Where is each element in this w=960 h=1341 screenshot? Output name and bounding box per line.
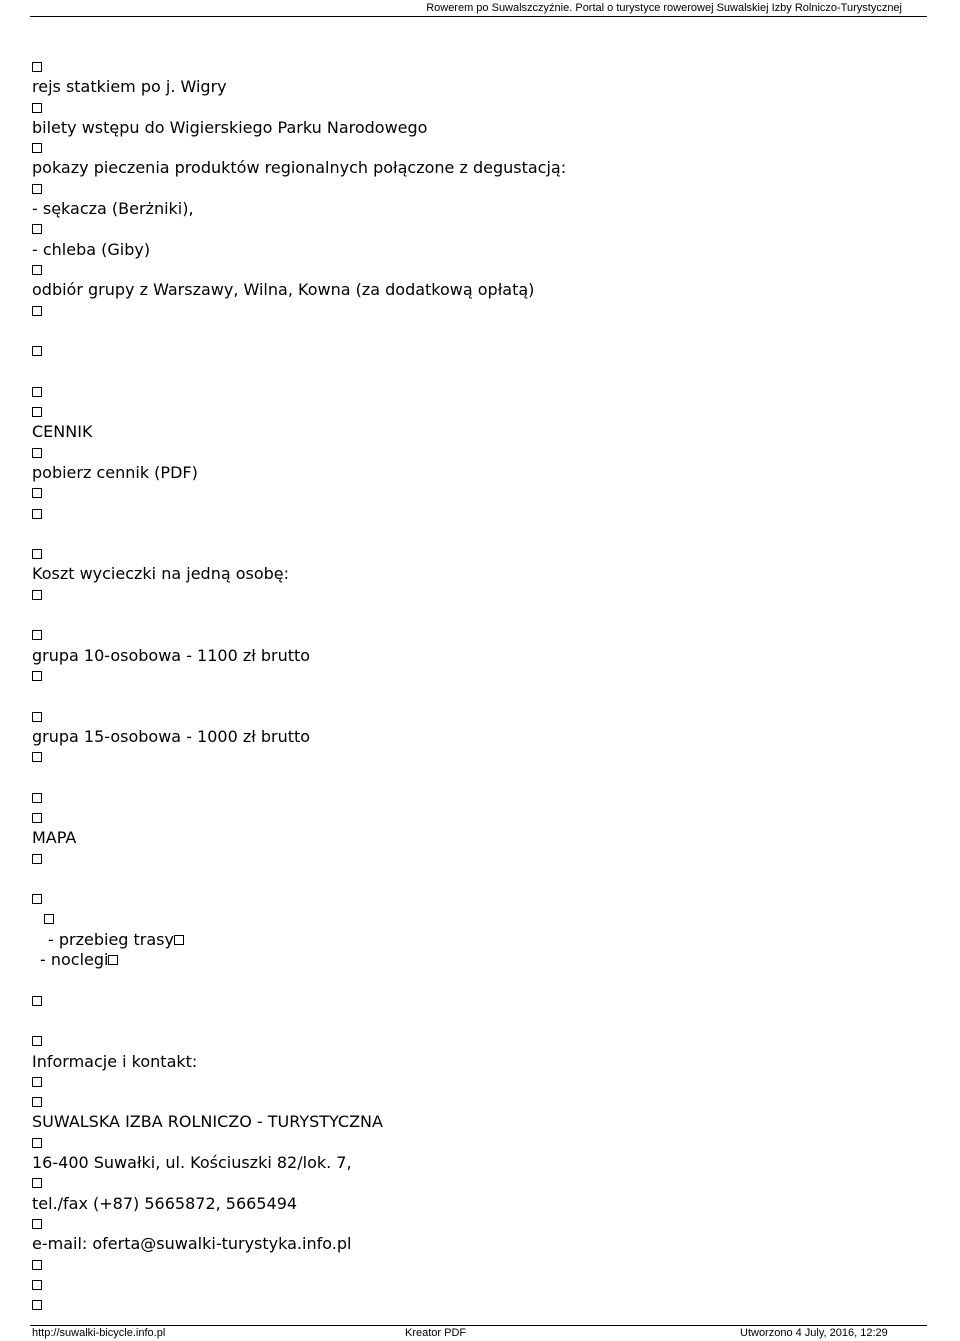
content-line [32, 219, 566, 239]
missing-glyph-box-icon [32, 1300, 42, 1310]
content-text: - przebieg trasy [48, 929, 174, 949]
footer-created-date: Utworzono 4 July, 2016, 12:29 [740, 1327, 888, 1339]
content-line [32, 483, 566, 503]
content-line [32, 504, 566, 524]
content-line [32, 361, 566, 381]
content-text: bilety wstępu do Wigierskiego Parku Narodowego [32, 117, 428, 137]
missing-glyph-box-icon [32, 448, 42, 458]
content-line [32, 869, 566, 889]
missing-glyph-box-icon [108, 955, 118, 965]
missing-glyph-box-icon [32, 549, 42, 559]
content-line [32, 605, 566, 625]
page-header-title: Rowerem po Suwalszczyźnie. Portal o turystyce rowerowej Suwalskiej Izby Rolniczo-Turystycznej [426, 2, 902, 14]
content-line [32, 118, 566, 138]
content-line [32, 443, 566, 463]
content-line [32, 889, 566, 909]
content-line [32, 1031, 566, 1051]
content-line [32, 1194, 566, 1214]
missing-glyph-box-icon [32, 1036, 42, 1046]
content-line [32, 1255, 566, 1275]
content-line [32, 950, 566, 970]
content-line [32, 991, 566, 1011]
content-line [32, 280, 566, 300]
content-line [32, 524, 566, 544]
missing-glyph-box-icon [32, 143, 42, 153]
missing-glyph-box-icon [32, 630, 42, 640]
missing-glyph-box-icon [32, 1097, 42, 1107]
content-text: Koszt wycieczki na jedną osobę: [32, 564, 290, 584]
content-line [32, 1092, 566, 1112]
content-line [32, 1295, 566, 1315]
content-line [32, 828, 566, 848]
content-line [32, 321, 566, 341]
content-line [32, 646, 566, 666]
missing-glyph-box-icon [32, 793, 42, 803]
content-line [32, 422, 566, 442]
content-line [32, 98, 566, 118]
missing-glyph-box-icon [32, 752, 42, 762]
content-line [32, 301, 566, 321]
missing-glyph-box-icon [32, 1280, 42, 1290]
content-line [32, 199, 566, 219]
missing-glyph-box-icon [32, 224, 42, 234]
content-text: grupa 15-osobowa - 1000 zł brutto [32, 726, 311, 746]
content-line [32, 1234, 566, 1254]
header-divider [30, 16, 927, 17]
content-line [32, 341, 566, 361]
content-line [32, 1275, 566, 1295]
content-text: CENNIK [32, 422, 93, 442]
content-text: SUWALSKA IZBA ROLNICZO - TURYSTYCZNA [32, 1112, 383, 1132]
content-line [32, 1173, 566, 1193]
missing-glyph-box-icon [32, 184, 42, 194]
missing-glyph-box-icon [32, 996, 42, 1006]
missing-glyph-box-icon [32, 590, 42, 600]
missing-glyph-box-icon [32, 671, 42, 681]
missing-glyph-box-icon [32, 509, 42, 519]
missing-glyph-box-icon [32, 712, 42, 722]
missing-glyph-box-icon [32, 103, 42, 113]
content-line [32, 767, 566, 787]
content-line [32, 625, 566, 645]
content-text: - chleba (Giby) [32, 239, 151, 259]
footer-creator: Kreator PDF [405, 1327, 467, 1339]
content-text: odbiór grupy z Warszawy, Wilna, Kowna (za dodatkową opłatą) [32, 280, 535, 300]
content-line [32, 544, 566, 564]
content-line [32, 158, 566, 178]
content-line [32, 1011, 566, 1031]
content-line [32, 564, 566, 584]
missing-glyph-box-icon [32, 306, 42, 316]
content-line [32, 808, 566, 828]
content-line [32, 1133, 566, 1153]
content-text: e-mail: oferta@suwalki-turystyka.info.pl [32, 1234, 352, 1254]
content-line [32, 179, 566, 199]
missing-glyph-box-icon [44, 914, 54, 924]
content-line [32, 463, 566, 483]
content-line [32, 1112, 566, 1132]
missing-glyph-box-icon [32, 1178, 42, 1188]
content-text: 16-400 Suwałki, ul. Kościuszki 82/lok. 7, [32, 1153, 352, 1173]
content-line [32, 707, 566, 727]
content-line [32, 1072, 566, 1092]
content-line [32, 1052, 566, 1072]
content-text: Informacje i kontakt: [32, 1051, 198, 1071]
missing-glyph-box-icon [32, 407, 42, 417]
missing-glyph-box-icon [32, 62, 42, 72]
content-line [32, 1153, 566, 1173]
missing-glyph-box-icon [174, 935, 184, 945]
content-line [32, 138, 566, 158]
content-line [32, 240, 566, 260]
content-line [32, 666, 566, 686]
content-line [32, 788, 566, 808]
content-text: grupa 10-osobowa - 1100 zł brutto [32, 645, 311, 665]
missing-glyph-box-icon [32, 854, 42, 864]
missing-glyph-box-icon [32, 894, 42, 904]
content-line [32, 585, 566, 605]
missing-glyph-box-icon [32, 387, 42, 397]
content-line [32, 382, 566, 402]
document-body [32, 57, 566, 1315]
content-text: rejs statkiem po j. Wigry [32, 77, 227, 97]
missing-glyph-box-icon [32, 265, 42, 275]
content-line [32, 970, 566, 990]
missing-glyph-box-icon [32, 1138, 42, 1148]
missing-glyph-box-icon [32, 346, 42, 356]
missing-glyph-box-icon [32, 1077, 42, 1087]
content-line [32, 260, 566, 280]
content-text: pokazy pieczenia produktów regionalnych połączone z degustacją: [32, 158, 567, 178]
content-text: - sękacza (Berżniki), [32, 199, 194, 219]
content-text: MAPA [32, 828, 77, 848]
footer-divider [30, 1325, 927, 1326]
missing-glyph-box-icon [32, 1260, 42, 1270]
content-line [32, 77, 566, 97]
content-text: - noclegi [40, 950, 109, 970]
content-text: pobierz cennik (PDF) [32, 462, 198, 482]
footer-url: http://suwalki-bicycle.info.pl [32, 1327, 166, 1339]
content-line [32, 930, 566, 950]
missing-glyph-box-icon [32, 488, 42, 498]
missing-glyph-box-icon [32, 1219, 42, 1229]
content-line [32, 727, 566, 747]
content-line [32, 1214, 566, 1234]
content-line [32, 402, 566, 422]
content-line [32, 747, 566, 767]
content-line [32, 686, 566, 706]
content-line [32, 909, 566, 929]
missing-glyph-box-icon [32, 813, 42, 823]
content-line [32, 57, 566, 77]
content-line [32, 849, 566, 869]
content-text: tel./fax (+87) 5665872, 5665494 [32, 1193, 298, 1213]
